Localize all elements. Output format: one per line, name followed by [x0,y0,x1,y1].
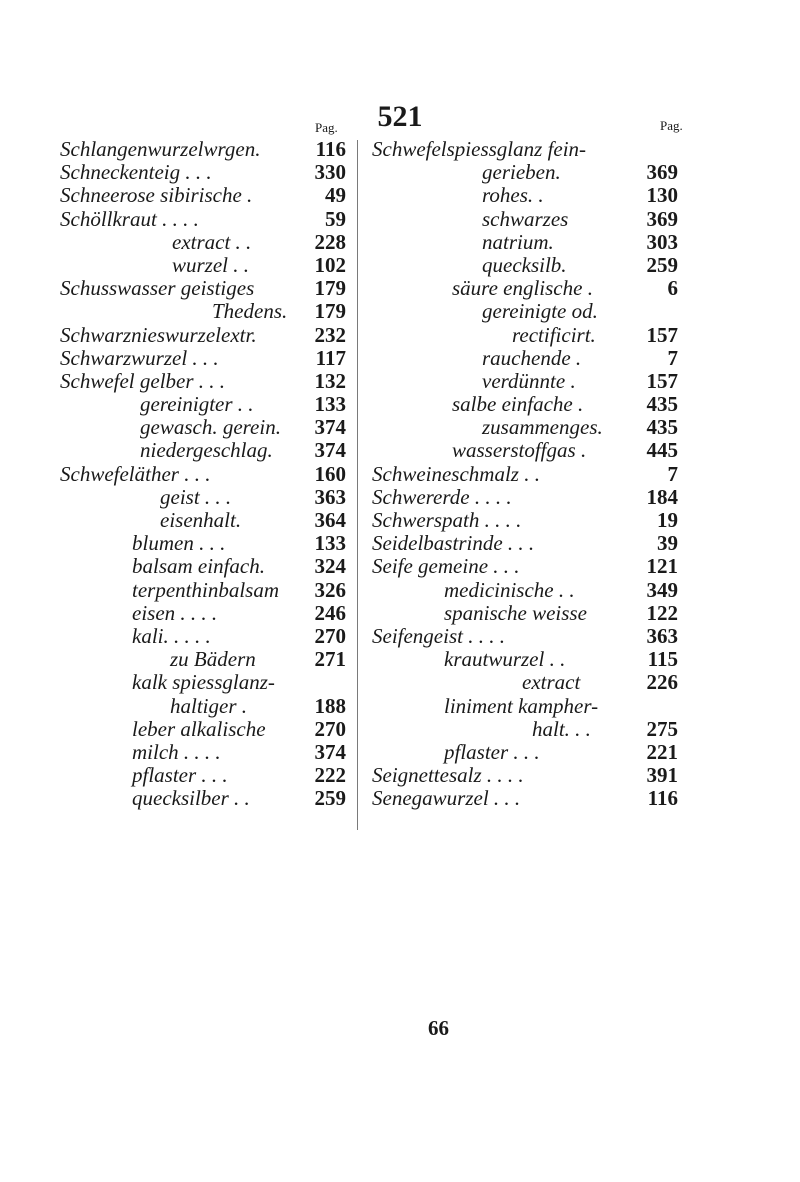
page-reference: 19 [657,508,678,532]
index-term: Schneerose sibirische . [60,183,253,208]
index-entry [372,324,678,347]
index-term: spanische weisse [444,600,587,625]
index-term: gewasch. gerein. [140,415,281,440]
page-reference: 271 [314,647,346,672]
index-term: medicinische . . [444,577,575,602]
index-term: Schweineschmalz . . [372,461,540,486]
index-entry [60,625,346,648]
index-entry [372,718,678,741]
index-entry [60,231,346,254]
page-reference: 435 [646,392,678,417]
page-reference: 374 [314,739,346,764]
page-reference: 364 [314,508,346,532]
index-term: Schneckenteig . . . [60,160,212,185]
page-reference: 330 [314,160,346,185]
index-entry [372,277,678,300]
page-reference: 326 [314,577,346,602]
pag-label-right: Pag. [660,118,683,133]
index-term: Schwarznieswurzelextr. [60,322,257,347]
index-term: Seignettesalz . . . . [372,763,524,788]
index-term: niedergeschlag. [140,438,273,463]
index-term: Seifengeist . . . . [372,623,505,648]
page-reference: 6 [667,276,678,301]
index-term: gereinigte od. [482,299,598,324]
index-term: blumen . . . [132,531,226,556]
page-reference: 59 [325,206,346,231]
index-entry [60,764,346,787]
column-divider [357,140,358,830]
index-entry [60,671,346,694]
index-entry [372,254,678,277]
page-reference: 445 [646,438,678,463]
page-reference: 246 [314,600,346,625]
index-term: Schöllkraut . . . . [60,206,199,231]
index-term: schwarzes [482,206,569,231]
page-reference: 188 [314,693,346,718]
index-term: extract [522,670,581,695]
page-reference: 369 [646,160,678,185]
page-reference: 157 [646,322,678,347]
page-reference: 228 [314,229,346,254]
index-entry [372,161,678,184]
index-entry [60,138,346,161]
index-entry [60,463,346,486]
index-term: pflaster . . . [444,739,540,764]
page-reference: 435 [646,415,678,440]
index-entry [372,671,678,694]
index-term: Schwerspath . . . . [372,508,522,532]
index-term: wurzel . . [172,252,250,277]
index-entry [60,416,346,439]
page-reference: 363 [314,484,346,509]
index-entry [372,648,678,671]
page-reference: 270 [314,716,346,741]
index-entry [60,787,346,810]
page-reference: 121 [646,554,678,579]
index-entry [60,579,346,602]
index-term: quecksilber . . [132,786,250,811]
index-entry [60,277,346,300]
index-entry [60,555,346,578]
index-entry [60,184,346,207]
index-entry [372,602,678,625]
index-entry [60,324,346,347]
page-reference: 270 [314,623,346,648]
page-reference: 303 [646,229,678,254]
index-entry [372,138,678,161]
index-term: zusammenges. [482,415,603,440]
right-index-column [372,138,678,810]
index-term: terpenthinbalsam [132,577,279,602]
index-term: rauchende . [482,345,582,370]
index-term: Seife gemeine . . . [372,554,520,579]
index-entry [60,741,346,764]
index-term: Schwefel gelber . . . [60,368,226,393]
page-reference: 221 [646,739,678,764]
index-entry [372,509,678,532]
index-term: Schwefeläther . . . [60,461,211,486]
page-reference: 39 [657,531,678,556]
page-reference: 374 [314,438,346,463]
index-entry [372,370,678,393]
page-reference: 102 [314,252,346,277]
index-term: quecksilb. [482,252,567,277]
index-entry [60,300,346,323]
index-term: verdünnte . [482,368,576,393]
index-term: Schusswasser geistiges [60,276,255,301]
index-entry [60,602,346,625]
index-term: natrium. [482,229,554,254]
index-entry [60,718,346,741]
index-term: haltiger . [170,693,247,718]
index-term: pflaster . . . [132,763,228,788]
index-term: gerieben. [482,160,561,185]
index-entry [372,463,678,486]
index-entry [60,208,346,231]
page-number: 521 [377,100,423,133]
index-entry [372,486,678,509]
index-entry [372,695,678,718]
index-entry [372,532,678,555]
page-reference: 374 [314,415,346,440]
index-entry [372,579,678,602]
page-reference: 369 [646,206,678,231]
index-term: leber alkalische [132,716,266,741]
index-entry [60,393,346,416]
index-entry [372,555,678,578]
index-term: halt. . . [532,716,591,741]
index-term: Thedens. [212,299,288,324]
index-entry [372,787,678,810]
footer-number: 66 [428,1016,449,1040]
index-entry [60,509,346,532]
index-term: krautwurzel . . [444,647,566,672]
pag-label-left: Pag. [315,120,338,135]
index-entry [60,347,346,370]
page-reference: 116 [315,137,346,161]
page-reference: 349 [646,577,678,602]
page-reference: 391 [646,763,678,788]
index-term: gereinigter . . [140,392,254,417]
index-entry [60,486,346,509]
index-term: milch . . . . [132,739,221,764]
page-reference: 116 [647,786,678,811]
index-entry [372,416,678,439]
index-entry [372,347,678,370]
index-entry [372,393,678,416]
page-reference: 115 [647,647,678,672]
index-entry [60,695,346,718]
index-term: kalk spiessglanz- [132,670,275,695]
page-reference: 117 [315,345,346,370]
page-reference: 275 [646,716,678,741]
page-reference: 157 [646,368,678,393]
index-term: Senegawurzel . . . [372,786,521,811]
index-entry [372,625,678,648]
index-entry [372,439,678,462]
page-reference: 7 [667,345,678,370]
page-reference: 363 [646,623,678,648]
page-reference: 133 [314,531,346,556]
page-reference: 222 [314,763,346,788]
page-reference: 160 [314,461,346,486]
index-term: Schwarzwurzel . . . [60,345,219,370]
index-term: rectificirt. [512,322,596,347]
index-term: liniment kampher- [444,693,599,718]
index-entry [60,439,346,462]
index-entry [372,184,678,207]
index-term: eisen . . . . [132,600,218,625]
index-term: salbe einfache . [452,392,584,417]
index-term: geist . . . [160,484,232,509]
page-reference: 259 [646,252,678,277]
page-reference: 179 [314,299,346,324]
page-reference: 130 [646,183,678,208]
index-term: kali. . . . . [132,623,211,648]
page-reference: 226 [646,670,678,695]
index-entry [372,764,678,787]
page-reference: 232 [314,322,346,347]
page-reference: 184 [646,484,678,509]
index-entry [60,161,346,184]
index-term: extract . . [172,229,252,254]
index-term: Schlangenwurzelwrgen. [60,137,261,161]
page-reference: 122 [646,600,678,625]
index-term: eisenhalt. [160,508,242,532]
index-term: Schwefelspiessglanz fein- [372,137,587,161]
left-index-column [60,138,346,810]
page-reference: 133 [314,392,346,417]
page-reference: 7 [667,461,678,486]
index-term: Schwererde . . . . [372,484,512,509]
index-entry [60,254,346,277]
index-entry [372,231,678,254]
index-term: Seidelbastrinde . . . [372,531,535,556]
page-reference: 132 [314,368,346,393]
page-reference: 324 [314,554,346,579]
index-entry [372,741,678,764]
index-entry [372,300,678,323]
index-term: zu Bädern [170,647,256,672]
page-reference: 49 [325,183,346,208]
index-entry [60,532,346,555]
index-term: balsam einfach. [132,554,265,579]
index-term: rohes. . [482,183,544,208]
index-term: wasserstoffgas . [452,438,587,463]
index-term: säure englische . [452,276,593,301]
page-reference: 179 [314,276,346,301]
index-entry [60,648,346,671]
page-reference: 259 [314,786,346,811]
index-entry [60,370,346,393]
index-entry [372,208,678,231]
